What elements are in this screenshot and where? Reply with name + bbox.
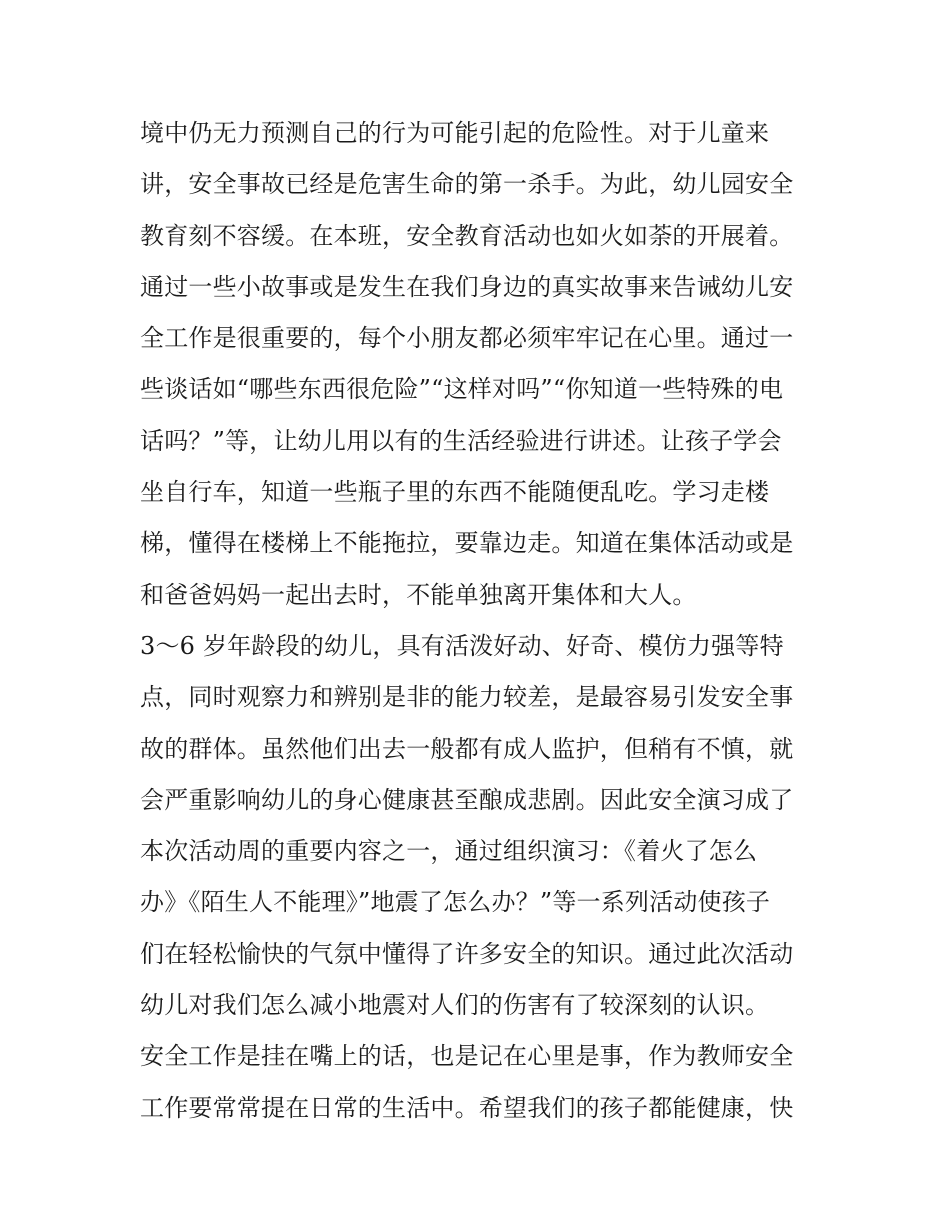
text-line: 些谈话如“哪些东西很危险”“这样对吗”“你知道一些特殊的电 bbox=[140, 375, 784, 404]
text-line: 通过一些小故事或是发生在我们身边的真实故事来告诫幼儿安 bbox=[140, 272, 794, 301]
text-line: 和爸爸妈妈一起出去时，不能单独离开集体和大人。 bbox=[140, 580, 697, 609]
text-line: 境中仍无力预测自己的行为可能引起的危险性。对于儿童来 bbox=[140, 119, 770, 147]
body-text bbox=[140, 108, 830, 1134]
text-line: 办》《陌生人不能理》”地震了怎么办？”等一系列活动使孩子 bbox=[140, 888, 771, 917]
text-line: 坐自行车，知道一些瓶子里的东西不能随便乱吃。学习走楼 bbox=[140, 478, 770, 507]
text-line: 梯，懂得在楼梯上不能拖拉，要靠边走。知道在集体活动或是 bbox=[140, 529, 794, 558]
text-line: 工作要常常提在日常的生活中。希望我们的孩子都能健康，快 bbox=[140, 1093, 794, 1122]
text-line: 安全工作是挂在嘴上的话，也是记在心里是事，作为教师安全 bbox=[140, 1042, 794, 1071]
text-line: 本次活动周的重要内容之一，通过组织演习：《着火了怎么 bbox=[140, 837, 758, 866]
text-line: 讲，安全事故已经是危害生命的第一杀手。为此，幼儿园安全 bbox=[140, 170, 794, 199]
text-line: 教育刻不容缓。在本班，安全教育活动也如火如荼的开展着。 bbox=[140, 221, 794, 250]
text-line: 点，同时观察力和辨别是非的能力较差，是最容易引发安全事 bbox=[140, 683, 794, 712]
text-line: 幼儿对我们怎么减小地震对人们的伤害有了较深刻的认识。 bbox=[140, 991, 770, 1020]
text-line: 3～6 岁年龄段的幼儿，具有活泼好动、好奇、模仿力强等特 bbox=[140, 631, 784, 660]
text-line: 会严重影响幼儿的身心健康甚至酿成悲剧。因此安全演习成了 bbox=[140, 785, 794, 814]
text-line: 故的群体。虽然他们出去一般都有成人监护，但稍有不慎，就 bbox=[140, 734, 794, 763]
text-line: 话吗？”等，让幼儿用以有的生活经验进行讲述。让孩子学会 bbox=[140, 426, 782, 455]
text-line: 全工作是很重要的，每个小朋友都必须牢牢记在心里。通过一 bbox=[140, 324, 794, 353]
text-line: 们在轻松愉快的气氛中懂得了许多安全的知识。通过此次活动 bbox=[140, 939, 794, 968]
